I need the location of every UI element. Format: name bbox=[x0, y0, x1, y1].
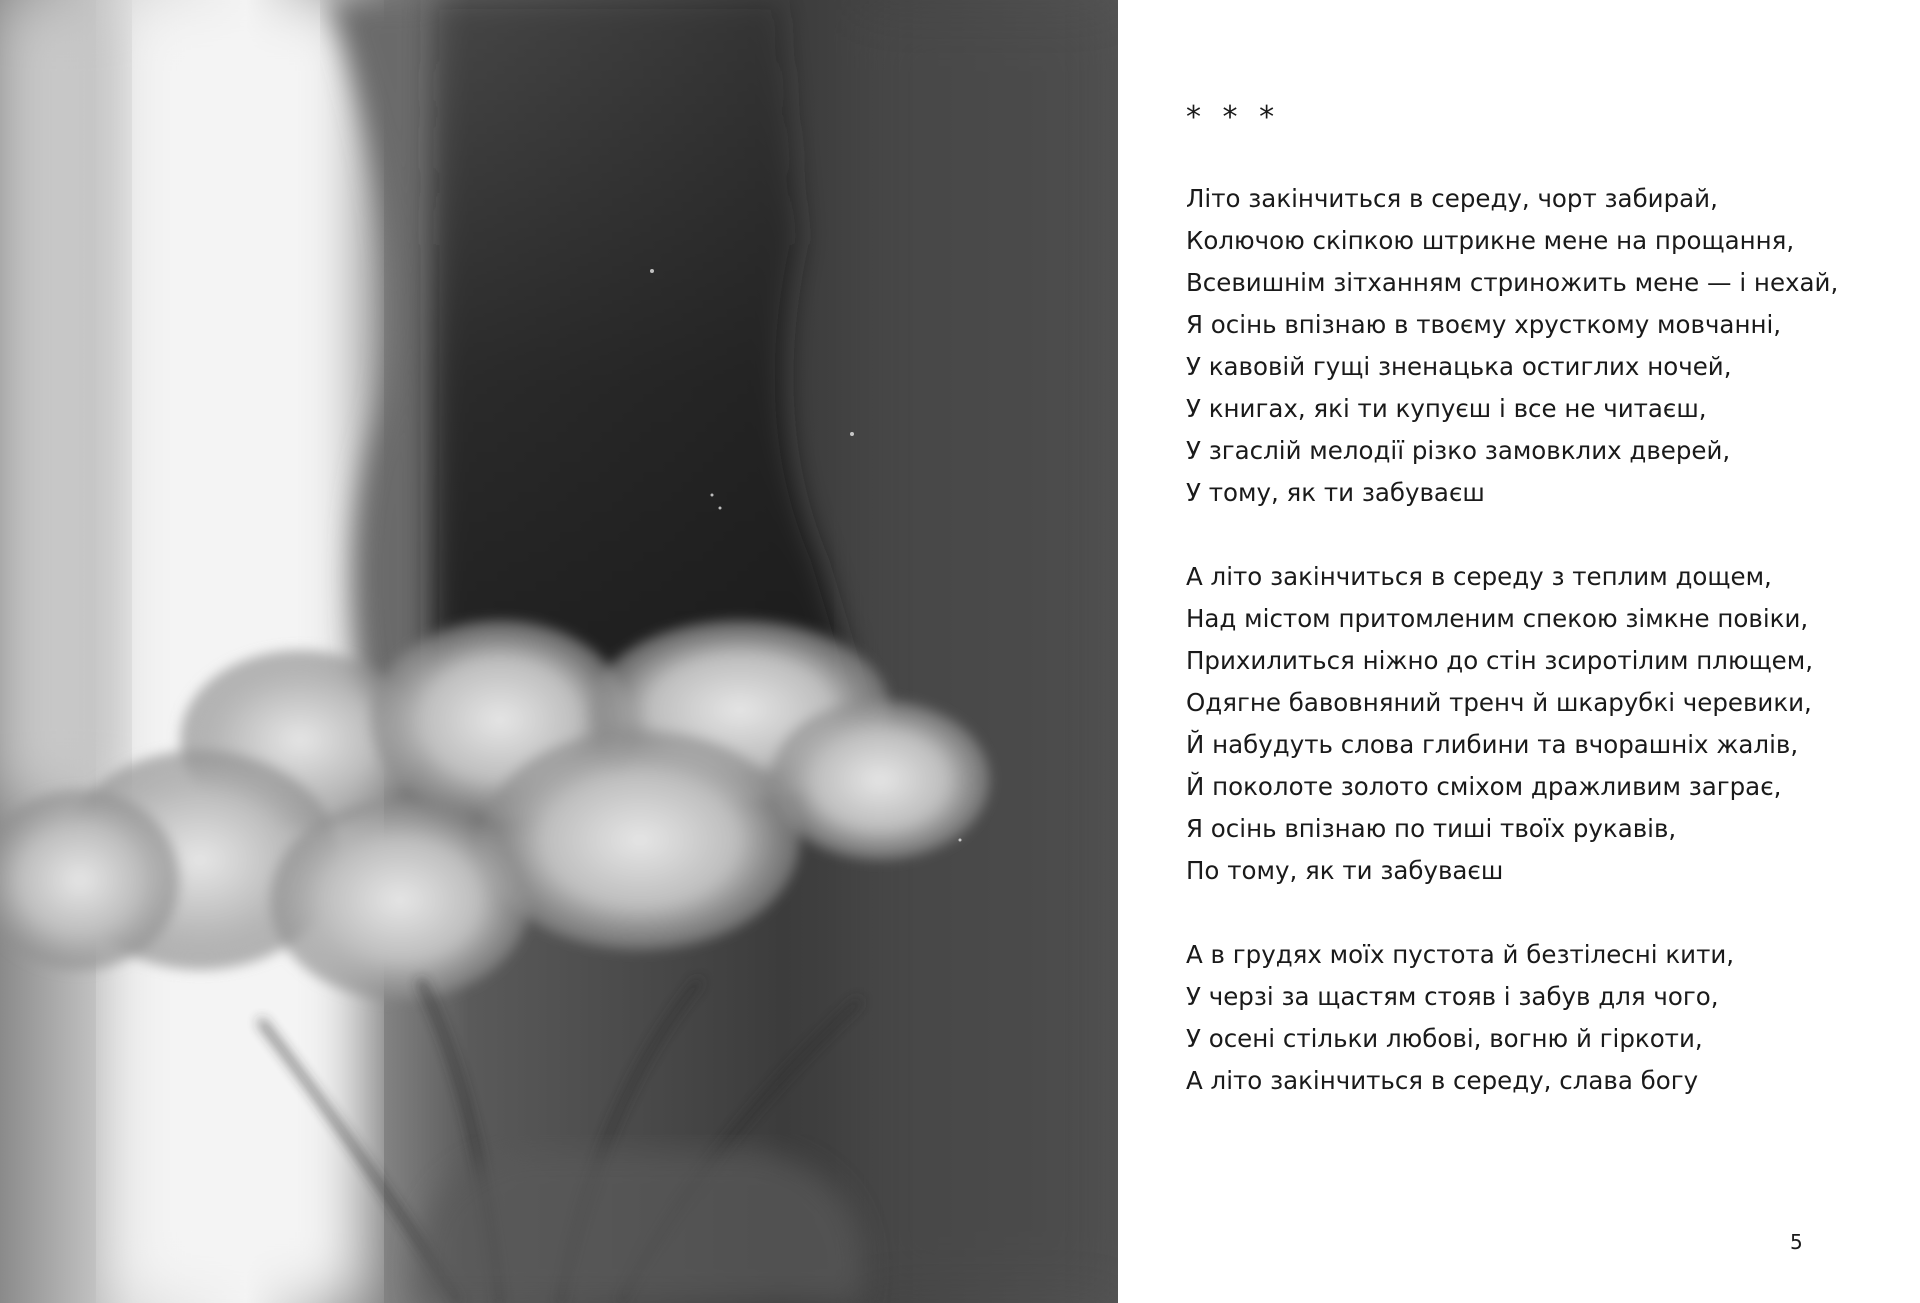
poem-line: А в грудях моїх пустота й безтілесні кити, bbox=[1186, 940, 1735, 969]
poem-line: Я осінь впізнаю по тиші твоїх рукавів, bbox=[1186, 814, 1677, 843]
poem-line: У книгах, які ти купуєш і все не читаєш, bbox=[1186, 394, 1707, 423]
poem bbox=[1186, 96, 1906, 1102]
poem-line: Всевишнім зітханням стриножить мене — і нехай, bbox=[1186, 268, 1839, 297]
poem-line: Над містом притомленим спекою зімкне повіки, bbox=[1186, 604, 1809, 633]
poem-line: А літо закінчиться в середу з теплим дощем, bbox=[1186, 562, 1772, 591]
poem-line: Колючою скіпкою штрикне мене на прощання, bbox=[1186, 226, 1795, 255]
poem-line: Одягне бавовняний тренч й шкарубкі черевики, bbox=[1186, 688, 1812, 717]
poem-line: Й набудуть слова глибини та вчорашніх жалів, bbox=[1186, 730, 1799, 759]
poem-line: У черзі за щастям стояв і забув для чого, bbox=[1186, 982, 1719, 1011]
poem-line: Прихилиться ніжно до стін зсиротілим плющем, bbox=[1186, 646, 1813, 675]
page-number: 5 bbox=[1790, 1230, 1803, 1254]
poem-line: Я осінь впізнаю в твоєму хрусткому мовчанні, bbox=[1186, 310, 1782, 339]
poem-line: У кавовій гущі зненацька остиглих ночей, bbox=[1186, 352, 1732, 381]
poem-line: По тому, як ти забуваєш bbox=[1186, 856, 1504, 885]
poem-line: У згаслій мелодії різко замовклих дверей, bbox=[1186, 436, 1731, 465]
poem-page bbox=[1118, 0, 1920, 1303]
stanza-2 bbox=[1186, 556, 1906, 892]
stanza-1 bbox=[1186, 178, 1906, 514]
poem-line: Літо закінчиться в середу, чорт забирай, bbox=[1186, 184, 1718, 213]
poem-line: А літо закінчиться в середу, слава богу bbox=[1186, 1066, 1699, 1095]
poem-separator: * * * bbox=[1186, 100, 1281, 135]
poem-line: У тому, як ти забуваєш bbox=[1186, 478, 1485, 507]
poem-line: У осені стільки любові, вогню й гіркоти, bbox=[1186, 1024, 1703, 1053]
stanza-3 bbox=[1186, 934, 1906, 1102]
poem-line: Й поколоте золото сміхом дражливим заграє, bbox=[1186, 772, 1782, 801]
